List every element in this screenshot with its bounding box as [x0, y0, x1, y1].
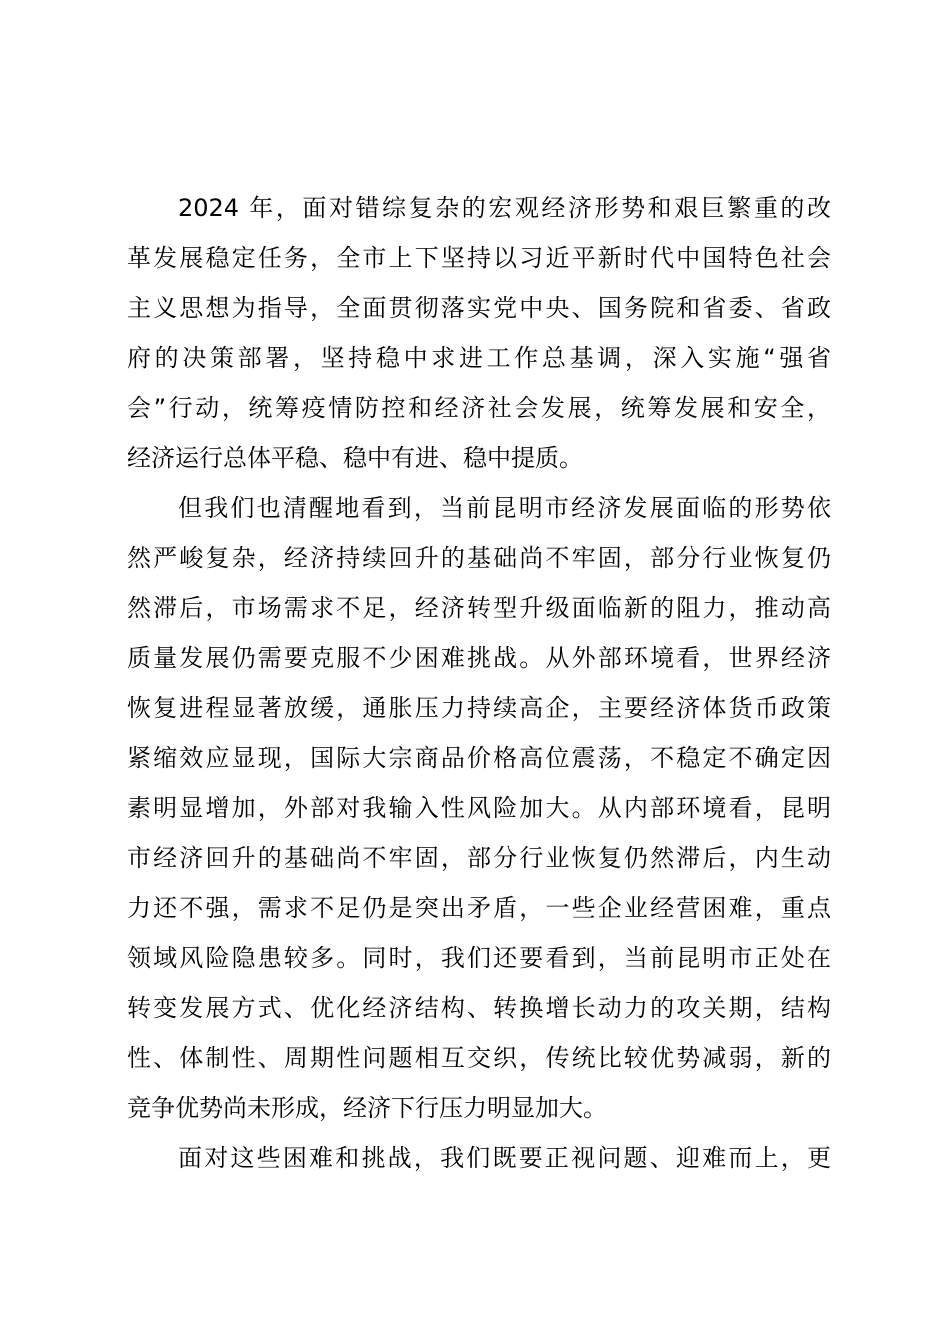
paragraph-1-line-5: 会”行动，统筹疫情防控和经济社会发展，统筹发展和安全，	[127, 394, 831, 422]
paragraph-3-line-1: 面对这些困难和挑战，我们既要正视问题、迎难而上，更	[178, 1144, 831, 1172]
paragraph-1-line-3: 主义思想为指导，全面贯彻落实党中央、国务院和省委、省政	[127, 294, 831, 322]
paragraph-2-line-7: 素明显增加，外部对我输入性风险加大。从内部环境看，昆明	[127, 794, 831, 822]
paragraph-2-line-11: 转变发展方式、优化经济结构、转换增长动力的攻关期，结构	[127, 994, 831, 1022]
paragraph-2-line-13: 竞争优势尚未形成，经济下行压力明显加大。	[127, 1094, 607, 1122]
paragraph-2-line-3: 然滞后，市场需求不足，经济转型升级面临新的阻力，推动高	[127, 594, 831, 622]
paragraph-1-line-2: 革发展稳定任务，全市上下坚持以习近平新时代中国特色社会	[127, 244, 831, 272]
paragraph-2-line-6: 紧缩效应显现，国际大宗商品价格高位震荡，不稳定不确定因	[127, 744, 831, 772]
paragraph-2-line-8: 市经济回升的基础尚不牢固，部分行业恢复仍然滞后，内生动	[127, 844, 831, 872]
paragraph-1-line-4: 府的决策部署，坚持稳中求进工作总基调，深入实施“强省	[127, 344, 831, 372]
paragraph-2-line-5: 恢复进程显著放缓，通胀压力持续高企，主要经济体货币政策	[127, 694, 831, 722]
paragraph-1-line-1: 2024 年，面对错综复杂的宏观经济形势和艰巨繁重的改	[178, 194, 831, 222]
paragraph-2-line-10: 领域风险隐患较多。同时，我们还要看到，当前昆明市正处在	[127, 944, 831, 972]
paragraph-2-line-2: 然严峻复杂，经济持续回升的基础尚不牢固，部分行业恢复仍	[127, 544, 831, 572]
paragraph-2-line-1: 但我们也清醒地看到，当前昆明市经济发展面临的形势依	[178, 494, 831, 522]
paragraph-2-line-12: 性、体制性、周期性问题相互交织，传统比较优势减弱，新的	[127, 1044, 831, 1072]
paragraph-1-line-6: 经济运行总体平稳、稳中有进、稳中提质。	[127, 444, 583, 472]
paragraph-2-line-4: 质量发展仍需要克服不少困难挑战。从外部环境看，世界经济	[127, 644, 831, 672]
paragraph-2-line-9: 力还不强，需求不足仍是突出矛盾，一些企业经营困难，重点	[127, 894, 831, 922]
